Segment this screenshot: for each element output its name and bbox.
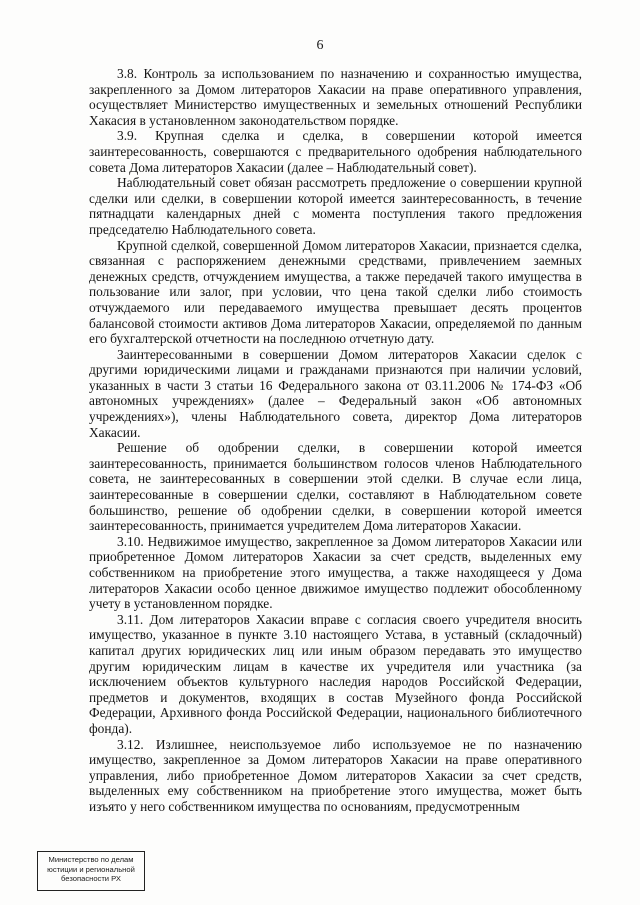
paragraph-3-9: 3.9. Крупная сделка и сделка, в совершении которой имеется заинтересованность, совершаются с предварительного одобрения наблюдательного совета Дома литераторов Хакасии (далее – Наблюдательный совет). — [89, 128, 582, 175]
document-body — [89, 66, 582, 815]
ministry-stamp — [37, 851, 145, 891]
paragraph-large-transaction-definition: Крупной сделкой, совершенной Домом литераторов Хакасии, признается сделка, связанная с распоряжением денежными средствами, привлечением заемных денежных средств, отчуждением имущества, а также передачей такого имущества в пользование или залог, при условии, что цена такой сделки либо стоимость отчуждаемого или передаваемого имущества превышает десять процентов балансовой стоимости активов Дома литераторов Хакасии, определяемой по данным его бухгалтерской отчетности на последнюю отчетную дату. — [89, 237, 582, 347]
page-number: 6 — [316, 38, 324, 53]
paragraph-interested-parties: Заинтересованными в совершении Домом литераторов Хакасии сделок с другими юридическими лицами и гражданами признаются при наличии условий, указанных в части 3 статьи 16 Федерального закона от 03.11.2006 № 174-ФЗ «Об автономных учреждениях» (далее – Федеральный закон «Об автономных учреждениях»), члены Наблюдательного совета, директор Дома литераторов Хакасии. — [89, 346, 582, 440]
stamp-line-1: Министерство по делам — [48, 855, 134, 864]
stamp-line-2: юстиции и региональной — [47, 864, 135, 874]
stamp-line-3: безопасности РХ — [61, 874, 121, 884]
paragraph-3-8: 3.8. Контроль за использованием по назначению и сохранностью имущества, закрепленного за Домом литераторов Хакасии на праве оперативного управления, осуществляет Министерство имущественных и земельных отношений Республики Хакасия в установленном законодательством порядке. — [89, 66, 582, 128]
paragraph-3-11: 3.11. Дом литераторов Хакасии вправе с согласия своего учредителя вносить имущество, указанное в пункте 3.10 настоящего Устава, в уставный (складочный) капитал других юридических лиц или иным образом передавать это имущество другим юридическим лицам в качестве их учредителя или участника (за исключением объектов культурного наследия народов Российской Федерации, предметов и документов, входящих в состав Музейного фонда Российской Федерации, Архивного фонда Российской Федерации, национального библиотечного фонда). — [89, 611, 582, 736]
paragraph-3-12: 3.12. Излишнее, неиспользуемое либо используемое не по назначению имущество, закрепленное за Домом литераторов Хакасии на праве оперативного управления, либо приобретенное Домом литераторов Хакасии за счет средств, выделенных ему собственником на приобретение этого имущества, может быть изъято у него собственником имущества по основаниям, предусмотренным — [89, 736, 582, 814]
paragraph-supervisory-board-duty: Наблюдательный совет обязан рассмотреть предложение о совершении крупной сделки или сделки, в совершении которой имеется заинтересованность, в течение пятнадцати календарных дней с момента поступления такого предложения председателю Наблюдательного совета. — [89, 175, 582, 237]
paragraph-approval-decision: Решение об одобрении сделки, в совершении которой имеется заинтересованность, принимается большинством голосов членов Наблюдательного совета, не заинтересованных в совершении этой сделки. В случае если лица, заинтересованные в совершении сделки, составляют в Наблюдательном совете большинство, решение об одобрении сделки, в совершении которой имеется заинтересованность, принимается учредителем Дома литераторов Хакасии. — [89, 440, 582, 534]
paragraph-3-10: 3.10. Недвижимое имущество, закрепленное за Домом литераторов Хакасии или приобретенное Домом литераторов Хакасии за счет средств, выделенных ему собственником на приобретение этого имущества, а также находящееся у Дома литераторов Хакасии особо ценное движимое имущество подлежит обособленному учету в установленном порядке. — [89, 533, 582, 612]
